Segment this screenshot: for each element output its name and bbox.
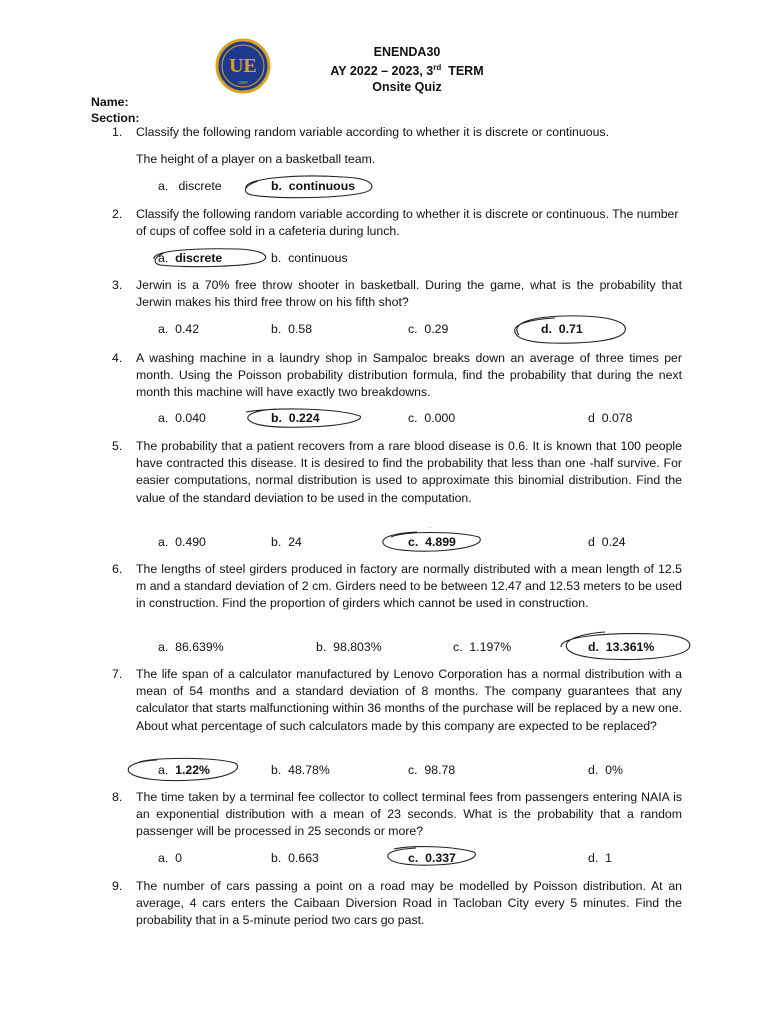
question-1: 1. Classify the following random variable according to whether it is discrete or continuous. The height of a player on a basketball team.	[112, 124, 682, 168]
q8-option-a[interactable]: a. 0	[158, 851, 182, 865]
q7-option-b[interactable]: b. 48.78%	[271, 763, 330, 777]
question-8: 8. The time taken by a terminal fee collector to collect terminal fees from passengers entering NAIA is an exponential distribution with a mean of 23 seconds. What is the probability that a random passenger will be processed in 25 seconds or more?	[112, 789, 682, 841]
q3-option-d[interactable]: d. 0.71	[541, 322, 583, 336]
question-text: The time taken by a terminal fee collector to collect terminal fees from passengers entering NAIA is an exponential distribution with a mean of 23 seconds. What is the probability that a random passenger will be processed in 25 seconds or more?	[136, 790, 682, 839]
question-3: 3. Jerwin is a 70% free throw shooter in basketball. During the game, what is the probability that Jerwin makes his third free throw on his fifth shot?	[112, 277, 682, 311]
quiz-header	[300, 44, 514, 95]
question-9: 9. The number of cars passing a point on a road may be modelled by Poisson distribution. At an average, 4 cars enters the Caibaan Diversion Road in Tacloban City every 5 minutes. Find the probability that in a 5-minute period two cars go past.	[112, 878, 682, 930]
q2-option-b[interactable]: b. continuous	[271, 251, 348, 265]
q5-option-d[interactable]: d 0.24	[588, 535, 626, 549]
academic-term: AY 2022 – 2023, 3rd TERM	[330, 63, 484, 79]
q4-option-b[interactable]: b. 0.224	[271, 411, 320, 425]
q1-option-a[interactable]: a. discrete	[158, 179, 222, 193]
course-code: ENENDA30	[373, 45, 441, 59]
university-crest-icon	[215, 38, 271, 94]
question-text: The life span of a calculator manufactured by Lenovo Corporation has a normal distribution with a mean of 54 months and a standard deviation of 8 months. The company guarantees that any calculator that starts malfunctioning within 36 months of the purchase will be replaced by a new one. About what percentage of such calculators made by this company are expected to be replaced?	[136, 667, 682, 733]
q5-option-a[interactable]: a. 0.490	[158, 535, 206, 549]
q2-option-a[interactable]: a. discrete	[158, 251, 223, 265]
q5-option-b[interactable]: b. 24	[271, 535, 302, 549]
crest-text: UE	[229, 55, 257, 77]
question-2: 2. Classify the following random variable according to whether it is discrete or continuous. The number of cups of coffee sold in a cafeteria during lunch.	[112, 206, 682, 240]
crest-motto: ooer	[237, 80, 249, 86]
q7-option-a[interactable]: a. 1.22%	[158, 763, 210, 777]
q5-option-c[interactable]: c. 4.899	[408, 535, 456, 549]
q6-option-b[interactable]: b. 98.803%	[316, 640, 382, 654]
q3-option-a[interactable]: a. 0.42	[158, 322, 200, 336]
question-subtext: The height of a player on a basketball team.	[136, 152, 376, 167]
q8-option-d[interactable]: d. 1	[588, 851, 612, 865]
q7-option-d[interactable]: d. 0%	[588, 763, 623, 777]
question-text: Jerwin is a 70% free throw shooter in basketball. During the game, what is the probability that Jerwin makes his third free throw on his fifth shot?	[136, 278, 682, 310]
question-text: The probability that a patient recovers from a rare blood disease is 0.6. It is known that 100 people have contracted this disease. It is desired to find the probability that less than one -half survive. For easier computations, normal distribution is used to approximate this binomial distribution. Find the value of the standard deviation to be used in the computation.	[136, 439, 682, 505]
q3-option-c[interactable]: c. 0.29	[408, 322, 449, 336]
question-5: 5. The probability that a patient recovers from a rare blood disease is 0.6. It is known that 100 people have contracted this disease. It is desired to find the probability that less than one -half survive. For easier computations, normal distribution is used to approximate this binomial distribution. Find the value of the standard deviation to be used in the computation.	[112, 438, 682, 507]
q3-option-b[interactable]: b. 0.58	[271, 322, 313, 336]
q1-option-b[interactable]: b. continuous	[271, 179, 356, 193]
q4-option-c[interactable]: c. 0.000	[408, 411, 456, 425]
question-text: A washing machine in a laundry shop in Sampaloc breaks down an average of three times per month. Using the Poisson probability distribution formula, find the probability that during the next month this machine will have exactly two breakdowns.	[136, 351, 682, 400]
q6-option-c[interactable]: c. 1.197%	[453, 640, 512, 654]
name-label: Name:	[91, 95, 129, 109]
q8-option-b[interactable]: b. 0.663	[271, 851, 319, 865]
question-7: 7. The life span of a calculator manufactured by Lenovo Corporation has a normal distribution with a mean of 54 months and a standard deviation of 8 months. The company guarantees that any calculator that starts malfunctioning within 36 months of the purchase will be replaced by a new one. About what percentage of such calculators made by this company are expected to be replaced?	[112, 666, 682, 735]
question-4: 4. A washing machine in a laundry shop in Sampaloc breaks down an average of three times per month. Using the Poisson probability distribution formula, find the probability that during the next month this machine will have exactly two breakdowns.	[112, 350, 682, 402]
quiz-title: Onsite Quiz	[372, 80, 442, 95]
section-label: Section:	[91, 111, 140, 125]
question-text: Classify the following random variable according to whether it is discrete or continuous. The number of cups of coffee sold in a cafeteria during lunch.	[136, 207, 679, 239]
student-info	[91, 94, 140, 126]
question-text: Classify the following random variable according to whether it is discrete or continuous.	[136, 125, 609, 139]
q4-option-a[interactable]: a. 0.040	[158, 411, 206, 425]
q6-option-d[interactable]: d. 13.361%	[588, 640, 655, 654]
q8-option-c[interactable]: c. 0.337	[408, 851, 456, 865]
q4-option-d[interactable]: d 0.078	[588, 411, 633, 425]
q6-option-a[interactable]: a. 86.639%	[158, 640, 224, 654]
question-text: The lengths of steel girders produced in factory are normally distributed with a mean length of 12.5 m and a standard deviation of 2 cm. Girders need to be between 12.47 and 12.53 meters to be used in construction. Find the proportion of girders which cannot be used in construction.	[136, 562, 682, 611]
q7-option-c[interactable]: c. 98.78	[408, 763, 456, 777]
question-text: The number of cars passing a point on a road may be modelled by Poisson distribution. At an average, 4 cars enters the Caibaan Diversion Road in Tacloban City every 5 minutes. Find the probability that in a 5-minute period two cars go past.	[136, 879, 682, 928]
question-6: 6. The lengths of steel girders produced in factory are normally distributed with a mean length of 12.5 m and a standard deviation of 2 cm. Girders need to be between 12.47 and 12.53 meters to be used in construction. Find the proportion of girders which cannot be used in construction.	[112, 561, 682, 613]
